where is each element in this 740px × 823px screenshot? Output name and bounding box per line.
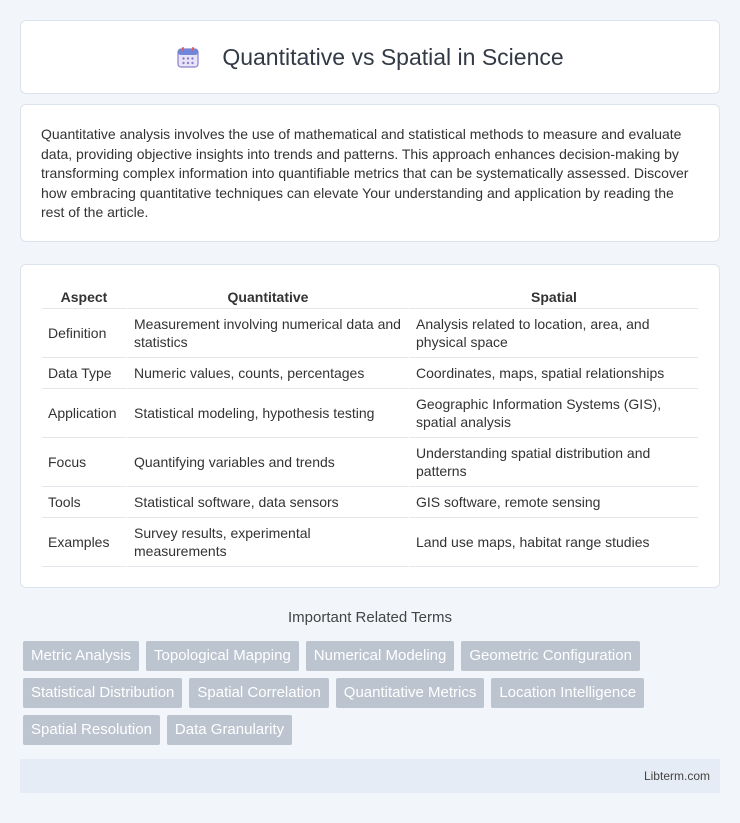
row-quantitative: Quantifying variables and trends (126, 438, 408, 487)
row-spatial: Analysis related to location, area, and physical space (408, 309, 698, 358)
related-term-tag[interactable]: Spatial Resolution (23, 715, 160, 745)
related-term-tag[interactable]: Geometric Configuration (461, 641, 640, 671)
table-row (42, 389, 698, 438)
row-aspect: Focus (42, 438, 126, 487)
calendar-icon (176, 45, 200, 69)
page-title: Quantitative vs Spatial in Science (222, 43, 564, 70)
related-term-tag[interactable]: Quantitative Metrics (336, 678, 485, 708)
row-quantitative: Statistical software, data sensors (126, 487, 408, 518)
related-terms-title: Important Related Terms (288, 609, 452, 626)
footer (20, 759, 720, 793)
row-spatial: Understanding spatial distribution and patterns (408, 438, 698, 487)
related-term-tag[interactable]: Data Granularity (167, 715, 292, 745)
row-quantitative: Statistical modeling, hypothesis testing (126, 389, 408, 438)
table-row (42, 487, 698, 518)
header-quantitative: Quantitative (126, 283, 408, 309)
row-quantitative: Numeric values, counts, percentages (126, 358, 408, 389)
intro-paragraph: Quantitative analysis involves the use of mathematical and statistical methods to measure and evaluate data, providing objective insights into trends and patterns. This approach enhances decision-making by transforming complex information into quantifiable metrics that can be systematically assessed. Discover how embracing quantitative techniques can elevate Your understanding and application by reading the rest of the article. (41, 126, 689, 220)
intro-card (20, 104, 720, 242)
row-spatial: Coordinates, maps, spatial relationships (408, 358, 698, 389)
related-term-tag[interactable]: Topological Mapping (146, 641, 299, 671)
related-term-tag[interactable]: Spatial Correlation (189, 678, 328, 708)
comparison-table (42, 283, 698, 567)
header-aspect: Aspect (42, 283, 126, 309)
row-quantitative: Measurement involving numerical data and statistics (126, 309, 408, 358)
comparison-card (20, 264, 720, 588)
table-row (42, 518, 698, 567)
table-header-row (42, 283, 698, 309)
row-spatial: GIS software, remote sensing (408, 487, 698, 518)
row-spatial: Land use maps, habitat range studies (408, 518, 698, 567)
related-term-tag[interactable]: Numerical Modeling (306, 641, 455, 671)
related-terms-list (23, 641, 723, 745)
row-spatial: Geographic Information Systems (GIS), spatial analysis (408, 389, 698, 438)
title-card (20, 20, 720, 94)
related-term-tag[interactable]: Statistical Distribution (23, 678, 182, 708)
row-quantitative: Survey results, experimental measurements (126, 518, 408, 567)
row-aspect: Tools (42, 487, 126, 518)
table-row (42, 358, 698, 389)
row-aspect: Application (42, 389, 126, 438)
related-term-tag[interactable]: Metric Analysis (23, 641, 139, 671)
footer-site-link[interactable]: Libterm.com (643, 769, 710, 783)
row-aspect: Examples (42, 518, 126, 567)
related-term-tag[interactable]: Location Intelligence (491, 678, 644, 708)
row-aspect: Data Type (42, 358, 126, 389)
table-row (42, 309, 698, 358)
table-row (42, 438, 698, 487)
header-spatial: Spatial (408, 283, 698, 309)
row-aspect: Definition (42, 309, 126, 358)
